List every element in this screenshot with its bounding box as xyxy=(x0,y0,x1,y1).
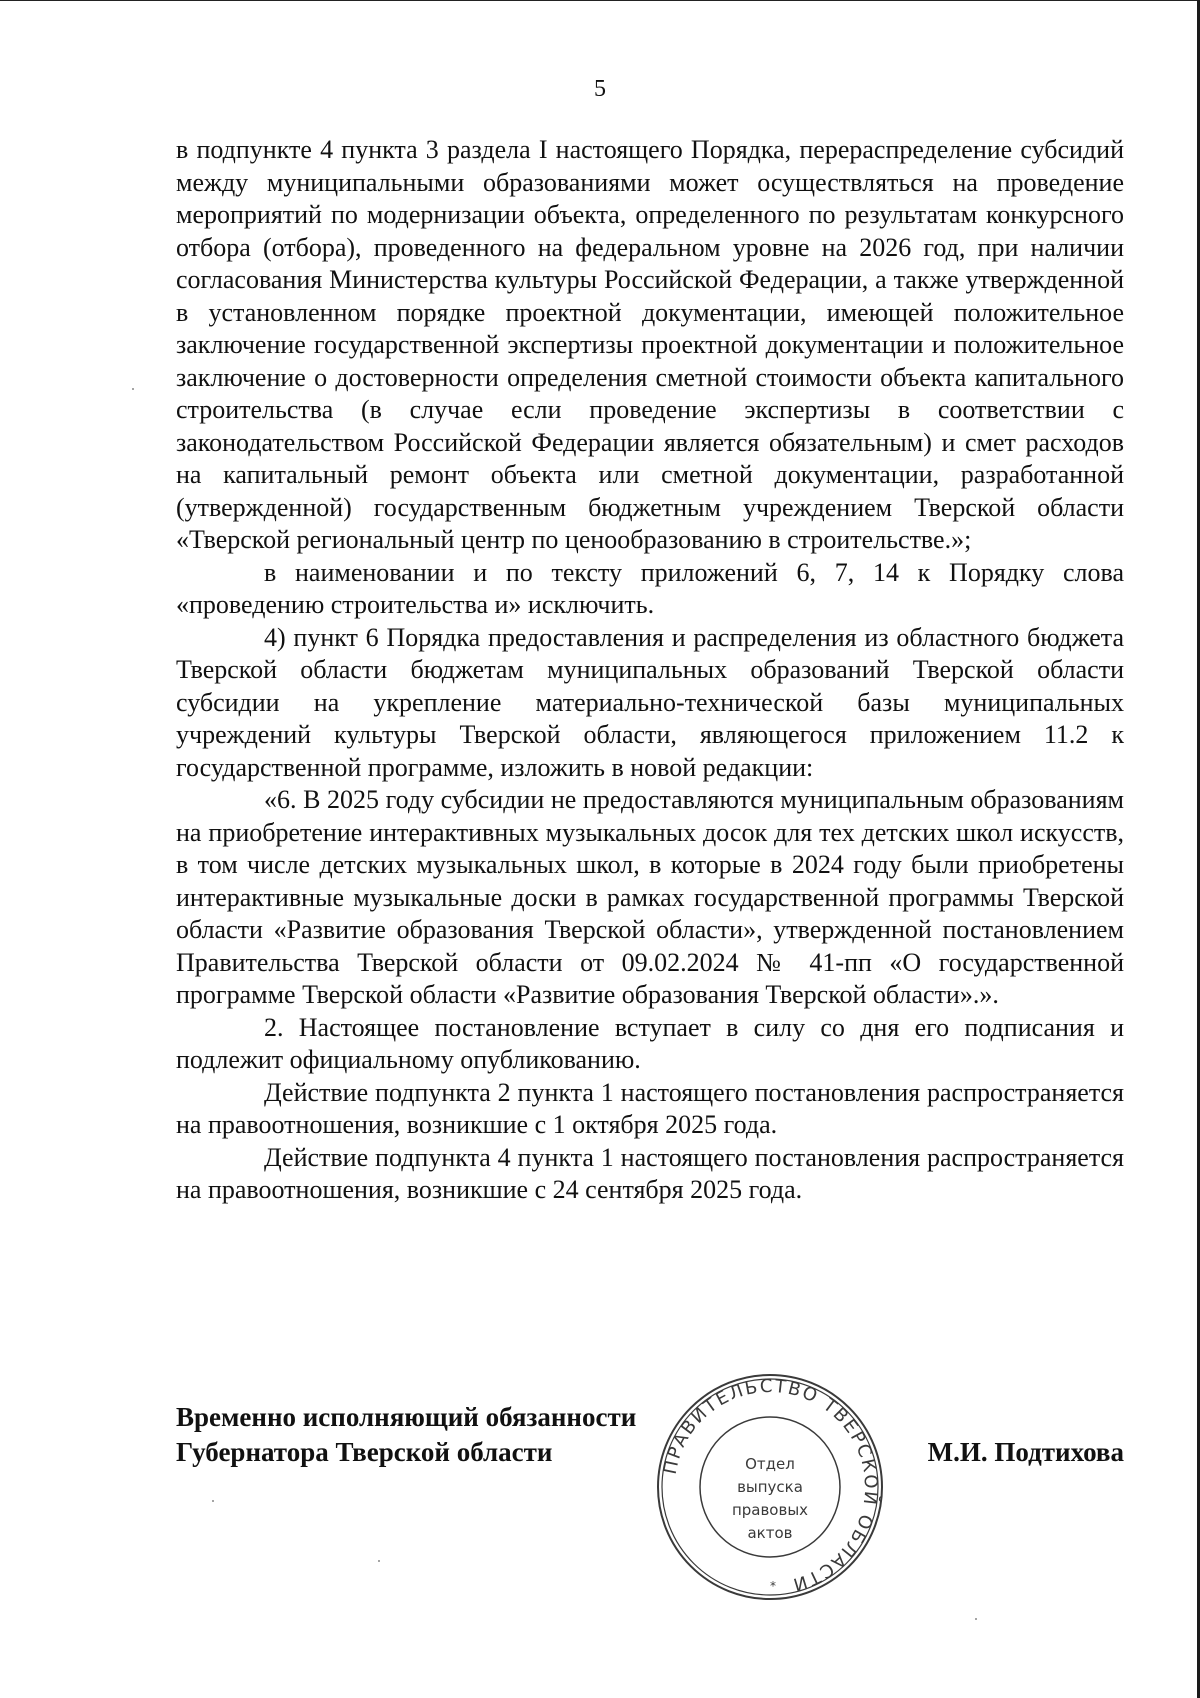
seal-center-line-1: Отдел xyxy=(745,1455,795,1473)
signatory-position-line-2: Губернатора Тверской области xyxy=(176,1437,553,1467)
seal-ring-text: ПРАВИТЕЛЬСТВО ТВЕРСКОЙ ОБЛАСТИ xyxy=(659,1375,882,1596)
paragraph-subitem-2-effect: Действие подпункта 2 пункта 1 настоящего постановления распространяется на правоотношения, возникшие с 1 октября 2025 года. xyxy=(176,1077,1124,1139)
paragraph-subitem-4-effect: Действие подпункта 4 пункта 1 настоящего постановления распространяется на правоотношения, возникшие с 24 сентября 2025 года. xyxy=(176,1142,1124,1204)
scan-top-edge xyxy=(0,0,1200,1)
signatory-position xyxy=(176,1400,696,1470)
seal-center-line-2: выпуска xyxy=(737,1478,803,1496)
page-number: 5 xyxy=(594,76,606,102)
seal-star-mark: * xyxy=(770,1579,776,1593)
scan-speck xyxy=(378,1560,380,1562)
seal-center-line-3: правовых xyxy=(731,1501,809,1519)
official-seal-stamp xyxy=(655,1372,885,1602)
paragraph-item-4: 4) пункт 6 Порядка предоставления и распределения из областного бюджета Тверской области бюджетам муниципальных образований Тверской области субсидии на укрепление материально-технической базы муниципальных учреждений культуры Тверской области, являющегося приложением 11.2 к государственной программе, изложить в новой редакции: xyxy=(176,622,1124,782)
seal-center-line-4: актов xyxy=(747,1524,793,1542)
paragraph-effective-date: 2. Настоящее постановление вступает в силу со дня его подписания и подлежит официальному опубликованию. xyxy=(176,1012,1124,1074)
signatory-name: М.И. Подтихова xyxy=(927,1437,1124,1467)
scan-speck xyxy=(132,388,134,390)
paragraph-exclusion: в наименовании и по тексту приложений 6, 7, 14 к Порядку слова «проведению строительства и» исключить. xyxy=(176,557,1124,619)
scan-speck xyxy=(975,1618,977,1620)
signatory-position-line-1: Временно исполняющий обязанности xyxy=(176,1402,637,1432)
paragraph-continuation: в подпункте 4 пункта 3 раздела I настоящего Порядка, перераспределение субсидий между муниципальными образованиями может осуществляться на проведение мероприятий по модернизации объекта, определенного по результатам конкурсного отбора (отбора), проведенного на федеральном уровне на 2026 год, при наличии согласования Министерства культуры Российской Федерации, а также утвержденной в установленном порядке проектной документации, имеющей положительное заключение государственной экспертизы проектной документации и положительное заключение о достоверности определения сметной стоимости объекта капитального строительства (в случае если проведение экспертизы в соответствии с законодательством Российской Федерации является обязательным) и смет расходов на капитальный ремонт объекта или сметной документации, разработанной (утвержденной) государственным бюджетным учреждением Тверской области «Тверской региональный центр по ценообразованию в строительстве.»; xyxy=(176,135,1124,554)
document-body xyxy=(176,134,1124,1207)
scan-speck xyxy=(212,1500,214,1502)
paragraph-new-edition: «6. В 2025 году субсидии не предоставляются муниципальным образованиям на приобретение интерактивных музыкальных досок для тех детских школ искусств, в том числе детских музыкальных школ, в которые в 2024 году были приобретены интерактивные музыкальные доски в рамках государственной программы Тверской области «Развитие образования Тверской области», утвержденной постановлением Правительства Тверской области от 09.02.2024 № 41-пп «О государственной программе Тверской области «Развитие образования Тверской области».». xyxy=(176,785,1124,1009)
